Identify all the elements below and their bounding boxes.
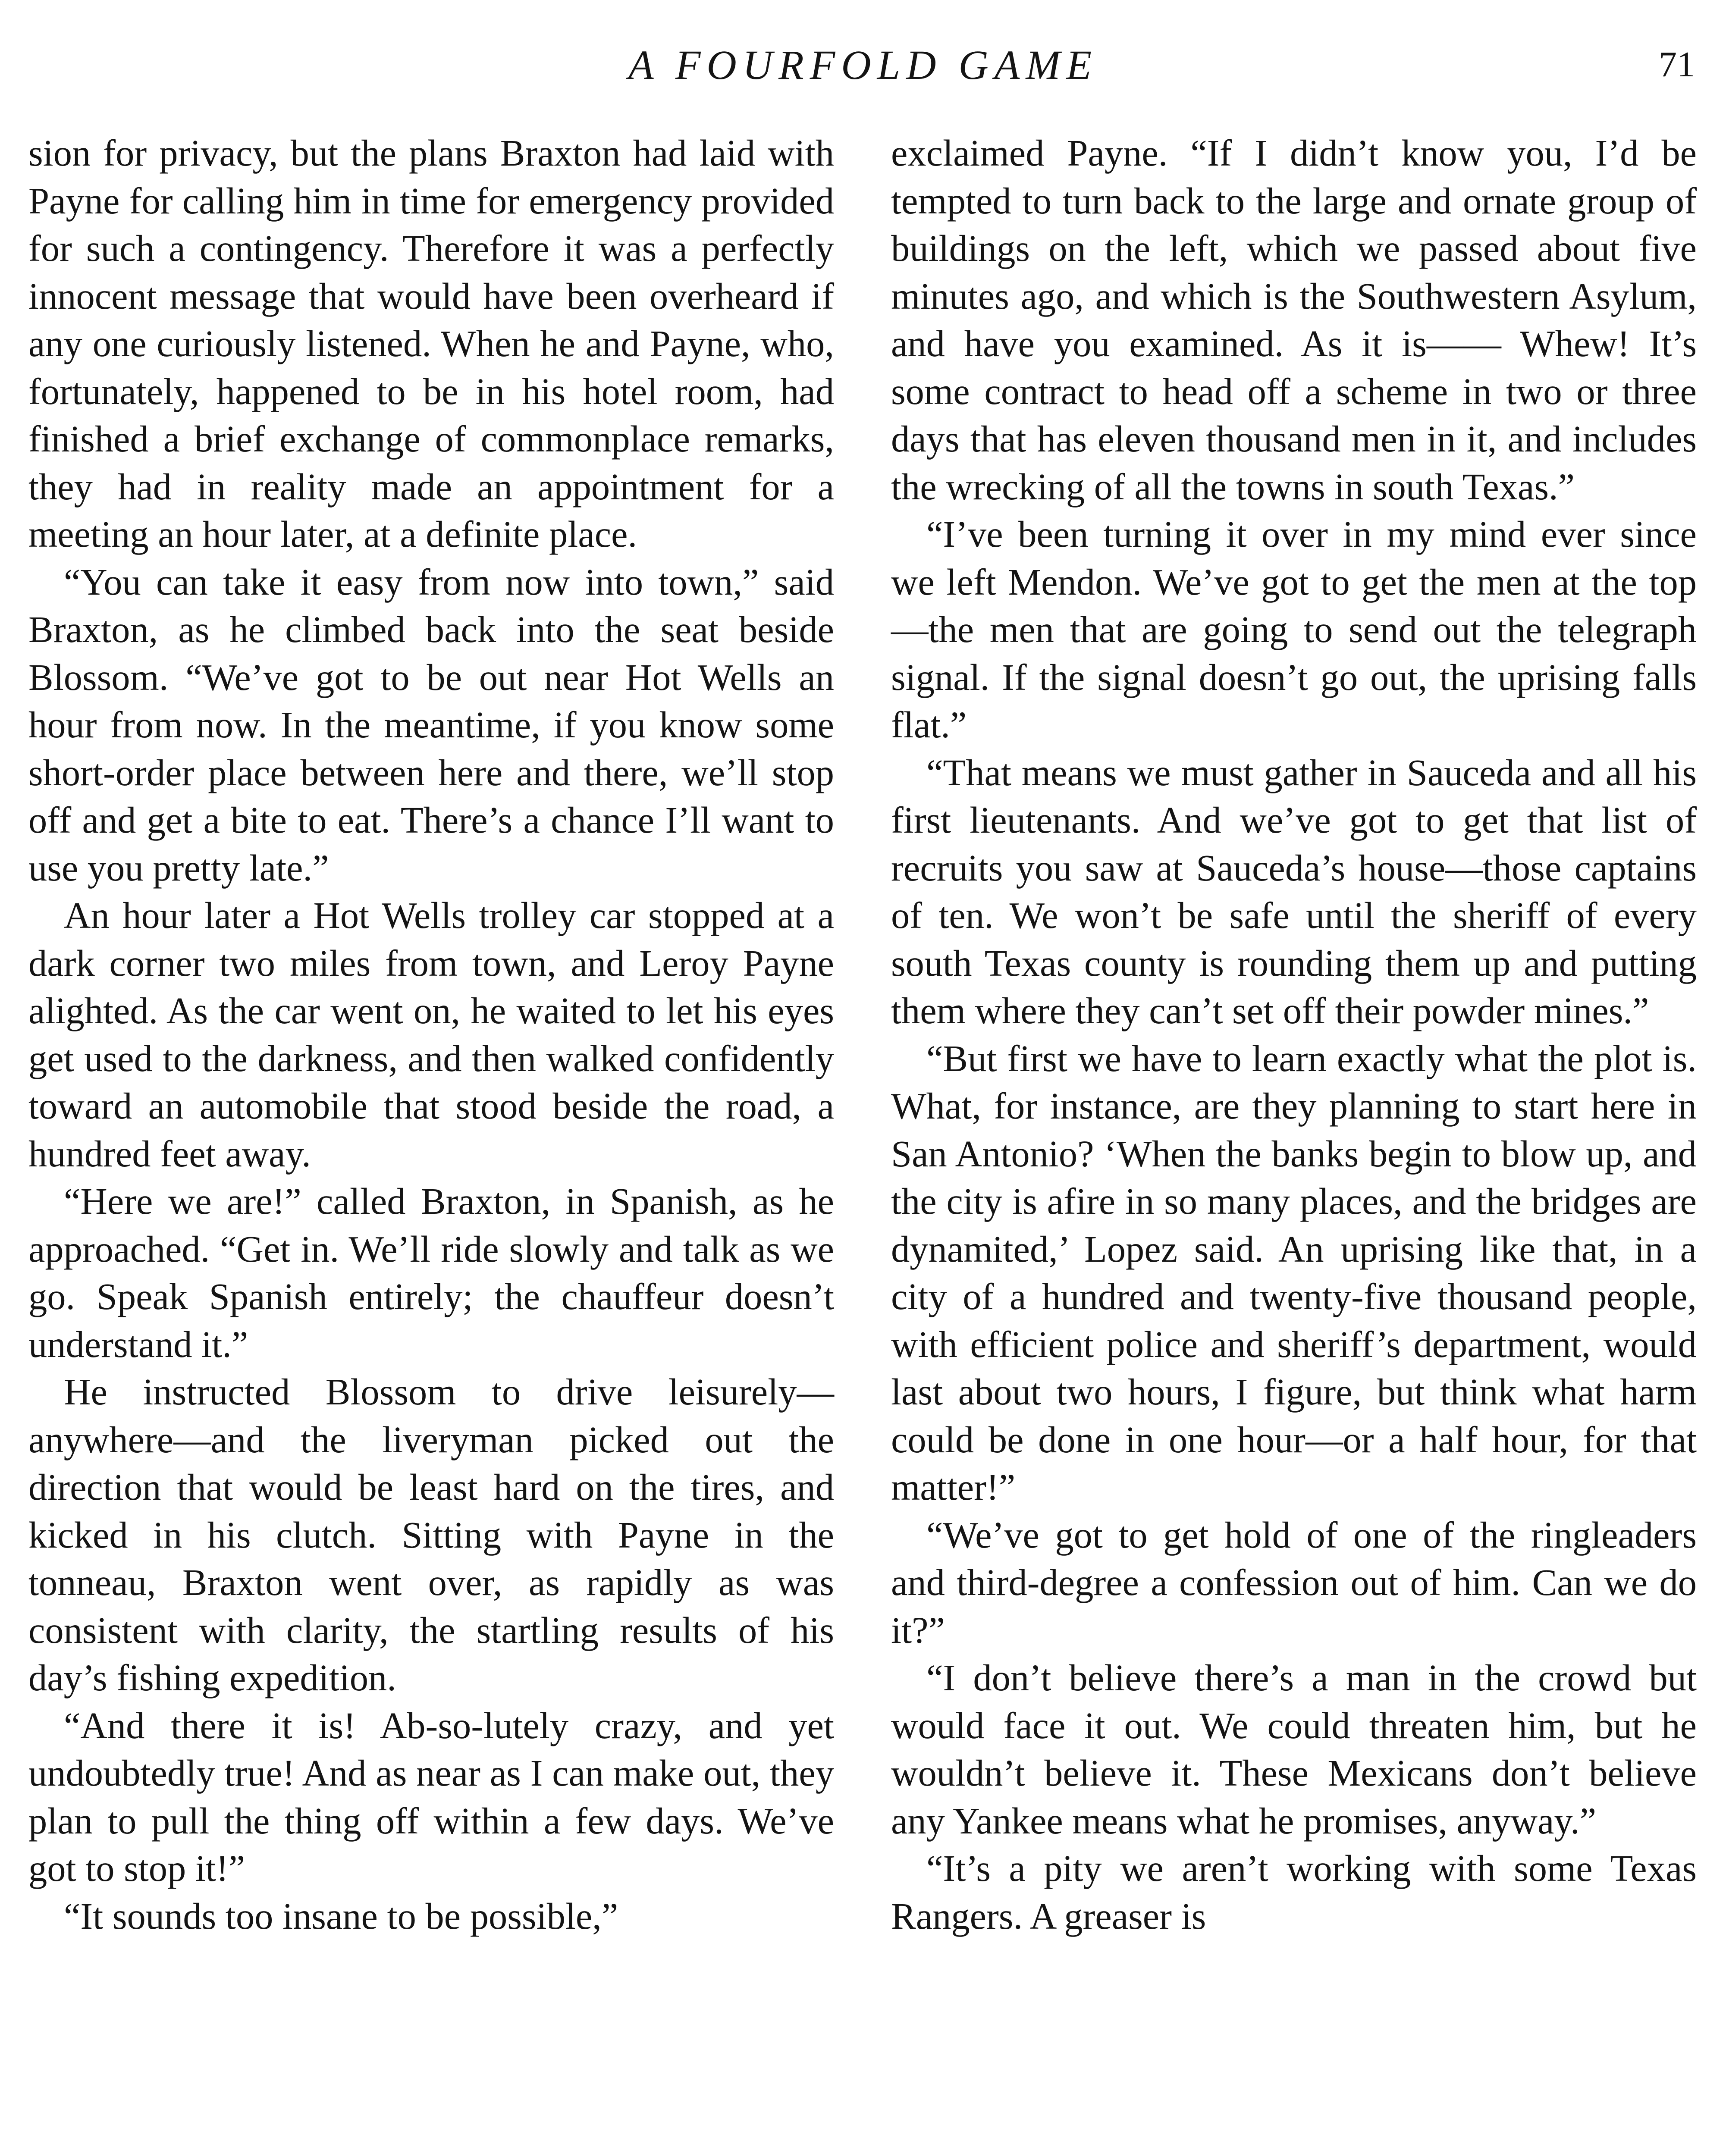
page-number: 71 xyxy=(1659,44,1695,85)
left-column xyxy=(28,129,834,1940)
paragraph: “That means we must gather in Sauceda and all his first lieutenants. And we’ve got to get that list of recruits you saw at Sauceda’s house—those captains of ten. We won’t be safe until the sheriff of every south Texas county is rounding them up and putting them where they can’t set off their powder mines.” xyxy=(891,752,1697,1031)
running-title: A FOURFOLD GAME xyxy=(628,42,1098,88)
paragraph: sion for privacy, but the plans Braxton had laid with Payne for calling him in time for emergency provided for such a contingency. Therefore it was a perfectly innocent message that would have been overheard if any one curiously listened. When he and Payne, who, fortunately, happened to be in his hotel room, had finished a brief exchange of commonplace remarks, they had in reality made an appointment for a meeting an hour later, at a definite place. xyxy=(28,132,834,555)
paragraph: “I don’t believe there’s a man in the crowd but would face it out. We could threaten him, but he wouldn’t believe it. These Mexicans don’t believe any Yankee means what he promises, anyway.” xyxy=(891,1657,1697,1842)
paragraph: “I’ve been turning it over in my mind ever since we left Mendon. We’ve got to get the men at the top—the men that are going to send out the telegraph signal. If the signal doesn’t go out, the uprising falls flat.” xyxy=(891,514,1697,746)
paragraph: “We’ve got to get hold of one of the ringleaders and third-degree a confession out of him. Can we do it?” xyxy=(891,1514,1697,1651)
paragraph: “It sounds too insane to be possible,” xyxy=(64,1895,618,1937)
page-header xyxy=(0,41,1726,97)
paragraph: exclaimed Payne. “If I didn’t know you, I’d be tempted to turn back to the large and ornate group of buildings on the left, which we passed about five minutes ago, and which is the Southwestern Asylum, and have you examined. As it is—— Whew! It’s some contract to head off a scheme in two or three days that has eleven thousand men in it, and includes the wrecking of all the towns in south Texas.” xyxy=(891,132,1697,508)
paragraph: An hour later a Hot Wells trolley car stopped at a dark corner two miles from town, and Leroy Payne alighted. As the car went on, he waited to let his eyes get used to the darkness, and then walked confidently toward an automobile that stood beside the road, a hundred feet away. xyxy=(28,895,834,1175)
paragraph: “But first we have to learn exactly what the plot is. What, for instance, are they planning to start here in San Antonio? ‘When the banks begin to blow up, and the city is afire in so many places, and the bridges are dynamited,’ Lopez said. An uprising like that, in a city of a hundred and twenty-five thousand people, with efficient police and sheriff’s department, would last about two hours, I figure, but think what harm could be done in one hour—or a half hour, for that matter!” xyxy=(891,1037,1697,1508)
right-column xyxy=(891,129,1697,1940)
paragraph: “You can take it easy from now into town,” said Braxton, as he climbed back into the seat beside Blossom. “We’ve got to be out near Hot Wells an hour from now. In the meantime, if you know some short-order place between here and there, we’ll stop off and get a bite to eat. There’s a chance I’ll want to use you pretty late.” xyxy=(28,561,834,889)
paragraph: He instructed Blossom to drive leisurely—anywhere—and the liveryman picked out the direction that would be least hard on the tires, and kicked in his clutch. Sitting with Payne in the tonneau, Braxton went over, as rapidly as was consistent with clarity, the startling results of his day’s fishing expedition. xyxy=(28,1371,834,1698)
paragraph: “It’s a pity we aren’t working with some Texas Rangers. A greaser is xyxy=(891,1848,1697,1937)
paragraph: “And there it is! Ab-so-lutely crazy, and yet undoubtedly true! And as near as I can make out, they plan to pull the thing off within a few days. We’ve got to stop it!” xyxy=(28,1705,834,1889)
paragraph: “Here we are!” called Braxton, in Spanish, as he approached. “Get in. We’ll ride slowly and talk as we go. Speak Spanish entirely; the chauffeur doesn’t understand it.” xyxy=(28,1181,834,1365)
